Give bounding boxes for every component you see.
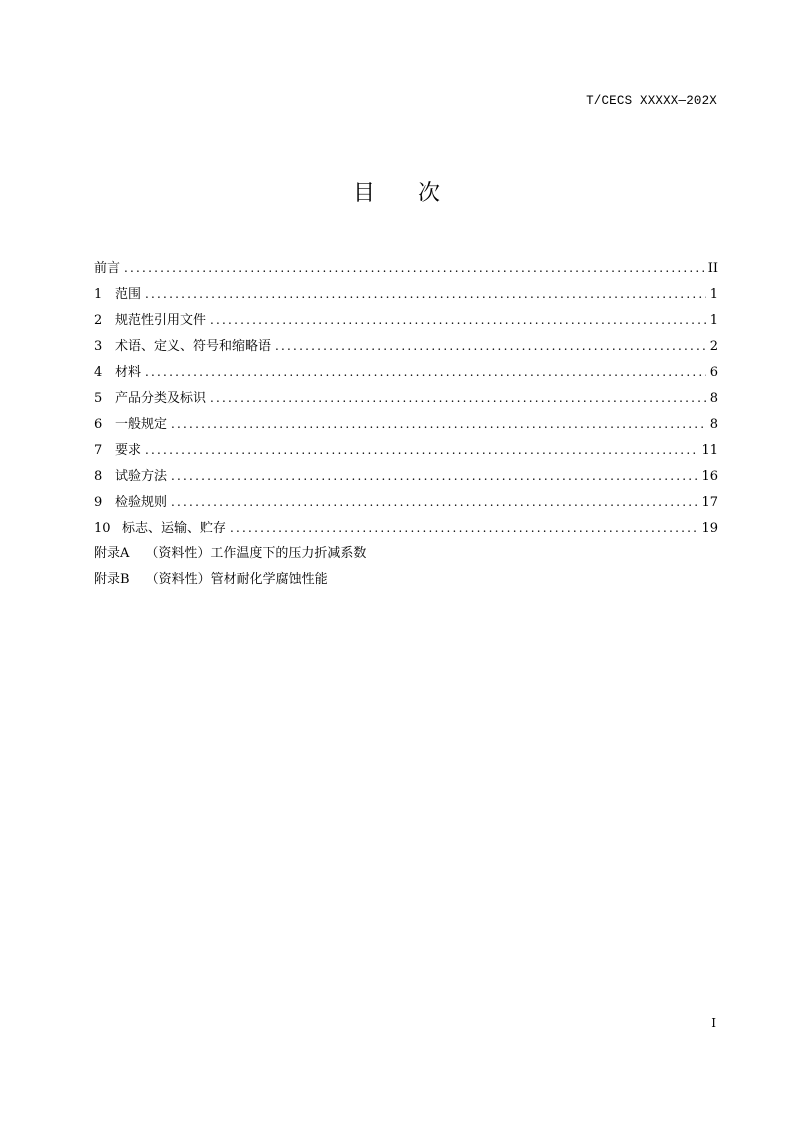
toc-entry-foreword[interactable]	[94, 255, 718, 281]
toc-entry-text: 产品分类及标识	[115, 391, 207, 406]
toc-entry-number: 10	[94, 521, 111, 536]
toc-entry-number: 4	[94, 365, 103, 380]
toc-leader-dots	[145, 437, 697, 463]
toc-entry-page: 1	[709, 287, 718, 302]
page-number: I	[711, 1016, 716, 1030]
document-code: T/CECS XXXXX—202X	[586, 94, 717, 108]
toc-entry-2[interactable]	[94, 307, 718, 333]
toc-entry-10[interactable]	[94, 515, 718, 541]
toc-entry-page: 8	[709, 417, 718, 432]
toc-entry-number: 6	[94, 417, 103, 432]
toc-leader-dots	[124, 255, 704, 281]
toc-leader-dots	[230, 515, 697, 541]
toc-entry-page: 16	[701, 469, 718, 484]
toc-entry-page: 19	[701, 521, 718, 536]
page-title: 目 次	[353, 181, 458, 206]
toc-entry-page: 8	[709, 391, 718, 406]
toc-entry-page: 11	[701, 443, 718, 458]
toc-entry-text: 一般规定	[115, 417, 168, 432]
toc-leader-dots	[171, 411, 706, 437]
toc-appendix-b[interactable]	[94, 567, 718, 593]
toc-entry-page: 2	[709, 339, 718, 354]
toc-entry-text: 材料	[115, 365, 142, 380]
appendix-title: 管材耐化学腐蚀性能	[210, 572, 328, 587]
toc-entry-page: II	[707, 261, 718, 276]
toc-leader-dots	[145, 359, 706, 385]
appendix-type: （资料性）	[145, 546, 211, 561]
toc-entry-number: 1	[94, 287, 103, 302]
toc-entry-1[interactable]	[94, 281, 718, 307]
table-of-contents	[94, 255, 718, 593]
toc-entry-6[interactable]	[94, 411, 718, 437]
appendix-label: 附录B	[94, 572, 130, 587]
toc-leader-dots	[145, 281, 706, 307]
toc-entry-page: 6	[709, 365, 718, 380]
toc-entry-7[interactable]	[94, 437, 718, 463]
toc-entry-5[interactable]	[94, 385, 718, 411]
toc-entry-text: 检验规则	[115, 495, 168, 510]
toc-entry-number: 3	[94, 339, 103, 354]
toc-entry-8[interactable]	[94, 463, 718, 489]
toc-leader-dots	[275, 333, 706, 359]
toc-appendix-a[interactable]	[94, 541, 718, 567]
appendix-title: 工作温度下的压力折减系数	[210, 546, 367, 561]
toc-entry-page: 1	[709, 313, 718, 328]
toc-leader-dots	[171, 463, 697, 489]
toc-entry-9[interactable]	[94, 489, 718, 515]
toc-entry-number: 5	[94, 391, 103, 406]
toc-leader-dots	[210, 385, 706, 411]
appendix-label: 附录A	[94, 546, 130, 561]
toc-entry-3[interactable]	[94, 333, 718, 359]
toc-entry-4[interactable]	[94, 359, 718, 385]
toc-entry-text: 规范性引用文件	[115, 313, 207, 328]
appendix-type: （资料性）	[145, 572, 211, 587]
toc-entry-text: 试验方法	[115, 469, 168, 484]
toc-entry-page: 17	[701, 495, 718, 510]
toc-entry-number: 2	[94, 313, 103, 328]
toc-entry-text: 标志、运输、贮存	[122, 521, 227, 536]
toc-entry-text: 要求	[115, 443, 142, 458]
toc-entry-text: 前言	[94, 261, 121, 276]
toc-leader-dots	[210, 307, 706, 333]
toc-entry-text: 术语、定义、符号和缩略语	[115, 339, 272, 354]
toc-entry-number: 8	[94, 469, 103, 484]
toc-leader-dots	[171, 489, 697, 515]
toc-entry-number: 9	[94, 495, 103, 510]
toc-entry-text: 范围	[115, 287, 142, 302]
toc-entry-number: 7	[94, 443, 103, 458]
